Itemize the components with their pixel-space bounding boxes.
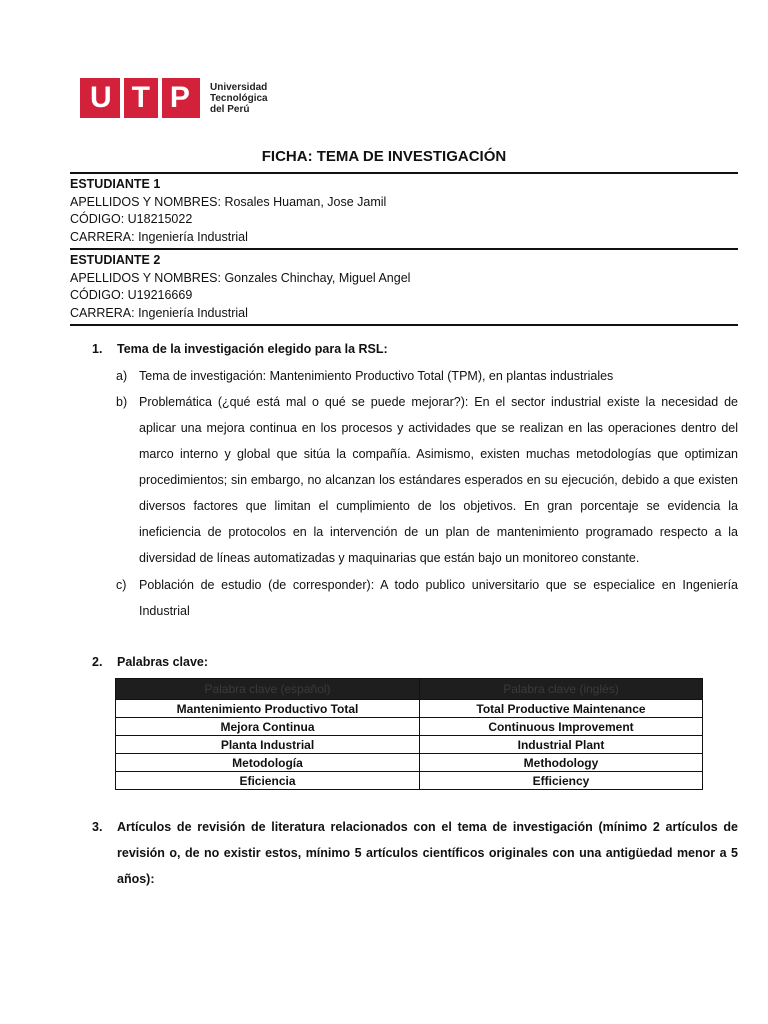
utp-logo xyxy=(80,78,268,118)
keyword-english: Methodology xyxy=(419,754,702,772)
student-career: CARRERA: Ingeniería Industrial xyxy=(70,305,248,320)
section-2-number: 2. xyxy=(92,655,103,669)
student-career: CARRERA: Ingeniería Industrial xyxy=(70,229,248,244)
logo-letter-p: P xyxy=(169,81,190,114)
logo-letter-t: T xyxy=(131,81,150,114)
item-a-letter: a) xyxy=(116,369,128,383)
logo-wordmark: Universidad Tecnológica del Perú xyxy=(210,81,268,115)
item-b-text: Problemática (¿qué está mal o qué se puede mejorar?): En el sector industrial existe la necesidad de aplicar una mejora continua en los procesos y actividades que se realizan en las operaciones dentro del marco interno y global que sitúa la compañía. Asimismo, existen muchas metodologías que optimizan procedimientos; sin embargo, no alcanzan los estándares esperados en su ejecución, debido a que existen diversos factores que limitan el cumplimiento de los objetivos. En gran porcentaje se evidencia la ineficiencia de protocolos en la intervención de un plan de mantenimiento programado respecto a la diversidad de líneas automatizadas y maquinarias que están bajo un monitoreo constante. xyxy=(139,395,738,565)
divider xyxy=(70,324,738,326)
table-row xyxy=(116,700,703,718)
student-2 xyxy=(70,250,738,324)
keyword-english: Continuous Improvement xyxy=(419,718,702,736)
section-3-number: 3. xyxy=(92,820,103,834)
column-header-english: Palabra clave (inglés) xyxy=(419,679,702,700)
student-code: CÓDIGO: U18215022 xyxy=(70,212,193,226)
item-b-letter: b) xyxy=(116,395,128,409)
table-row xyxy=(116,754,703,772)
keyword-english: Industrial Plant xyxy=(419,736,702,754)
item-c-letter: c) xyxy=(116,578,127,592)
column-header-spanish: Palabra clave (español) xyxy=(116,679,420,700)
student-heading: ESTUDIANTE 2 xyxy=(70,253,161,267)
table-row xyxy=(116,736,703,754)
item-c-text: Población de estudio (de corresponder): A todo publico universitario que se especialice en Ingeniería Industrial xyxy=(139,578,738,618)
keywords-table xyxy=(115,678,703,790)
page-title: FICHA: TEMA DE INVESTIGACIÓN xyxy=(261,148,507,165)
keyword-english: Total Productive Maintenance xyxy=(419,700,702,718)
keyword-english: Efficiency xyxy=(419,772,702,790)
keyword-spanish: Mantenimiento Productivo Total xyxy=(116,700,420,718)
keyword-spanish: Metodología xyxy=(116,754,420,772)
student-code: CÓDIGO: U19216669 xyxy=(70,288,193,302)
logo-letter-u: U xyxy=(89,81,112,114)
section-2-heading: Palabras clave: xyxy=(117,655,209,669)
student-heading: ESTUDIANTE 1 xyxy=(70,177,161,191)
table-header-row xyxy=(116,679,703,700)
student-1 xyxy=(70,174,738,248)
table-row xyxy=(116,772,703,790)
section-3-heading: Artículos de revisión de literatura relacionados con el tema de investigación (mínimo 2 artículos de revisión o, de no existir estos, mínimo 5 artículos científicos originales con una antigüedad menor a 5 años): xyxy=(117,820,738,886)
item-a-text: Tema de investigación: Mantenimiento Productivo Total (TPM), en plantas industriales xyxy=(139,369,614,383)
section-1-heading: Tema de la investigación elegido para la RSL: xyxy=(117,342,388,356)
student-names: APELLIDOS Y NOMBRES: Gonzales Chinchay, Miguel Angel xyxy=(70,270,411,285)
student-names: APELLIDOS Y NOMBRES: Rosales Huaman, Jose Jamil xyxy=(70,194,387,209)
table-row xyxy=(116,718,703,736)
utp-logo-mark xyxy=(80,78,200,118)
keyword-spanish: Planta Industrial xyxy=(116,736,420,754)
section-1-number: 1. xyxy=(92,342,103,356)
keyword-spanish: Eficiencia xyxy=(116,772,420,790)
students-block xyxy=(70,172,738,326)
keyword-spanish: Mejora Continua xyxy=(116,718,420,736)
